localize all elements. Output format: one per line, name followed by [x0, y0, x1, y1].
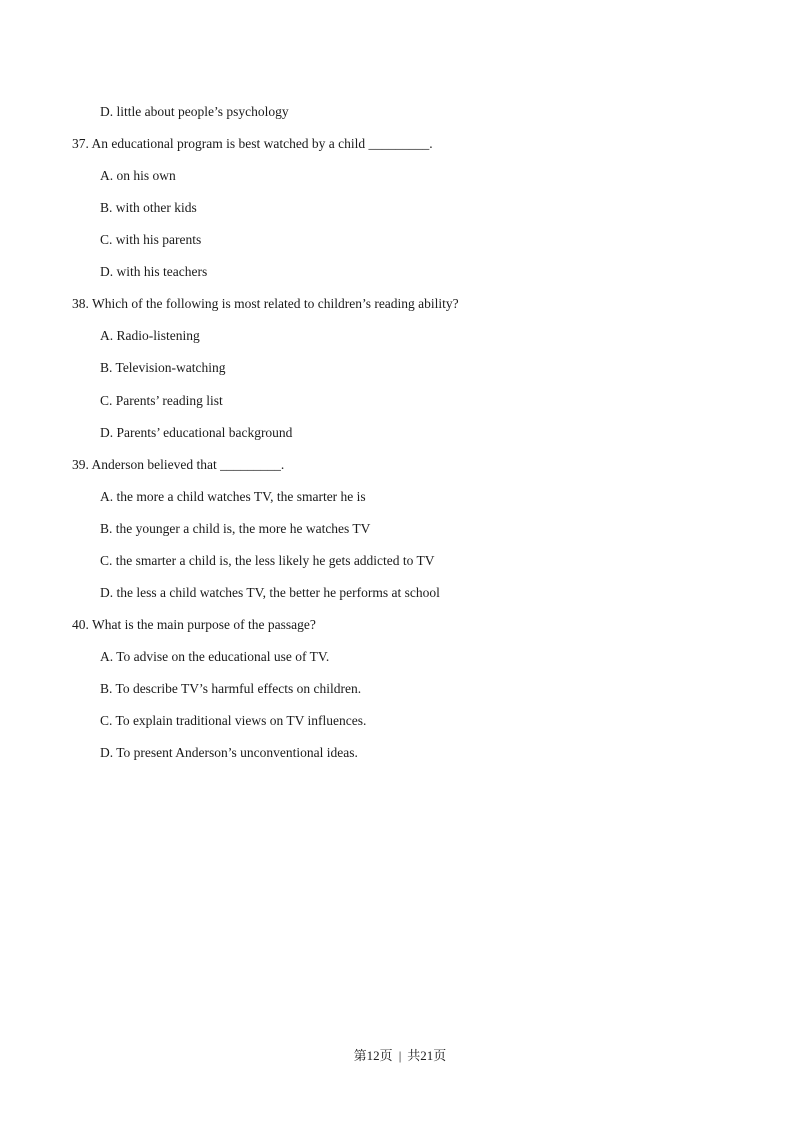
question-38-option-a: A. Radio-listening: [100, 328, 200, 343]
question-37-stem: 37. An educational program is best watched by a child _________.: [72, 136, 433, 151]
question-37-option-c: C. with his parents: [100, 232, 202, 247]
question-40-option-a: A. To advise on the educational use of TV.: [100, 649, 330, 664]
question-39-option-a: A. the more a child watches TV, the smarter he is: [100, 489, 366, 504]
footer-separator: |: [398, 1048, 402, 1063]
question-38-option-b: B. Television-watching: [100, 360, 226, 375]
question-37-option-b: B. with other kids: [100, 200, 197, 215]
question-36-option-d: D. little about people’s psychology: [100, 104, 289, 119]
question-40-option-c: C. To explain traditional views on TV influences.: [100, 713, 367, 728]
question-37-option-d: D. with his teachers: [100, 264, 208, 279]
question-39-option-d: D. the less a child watches TV, the better he performs at school: [100, 585, 440, 600]
question-39-stem: 39. Anderson believed that _________.: [72, 457, 285, 472]
question-38-option-c: C. Parents’ reading list: [100, 393, 223, 408]
question-40-stem: 40. What is the main purpose of the passage?: [72, 617, 316, 632]
page-number: 第12页: [353, 1048, 393, 1063]
question-39-option-b: B. the younger a child is, the more he watches TV: [100, 521, 371, 536]
question-38-stem: 38. Which of the following is most related to children’s reading ability?: [72, 296, 459, 311]
question-39-option-c: C. the smarter a child is, the less likely he gets addicted to TV: [100, 553, 435, 568]
question-40-option-d: D. To present Anderson’s unconventional ideas.: [100, 745, 358, 760]
question-38-option-d: D. Parents’ educational background: [100, 425, 293, 440]
question-40-option-b: B. To describe TV’s harmful effects on children.: [100, 681, 362, 696]
page-footer: [0, 1048, 800, 1064]
total-pages: 共21页: [407, 1048, 447, 1063]
question-37-option-a: A. on his own: [100, 168, 176, 183]
